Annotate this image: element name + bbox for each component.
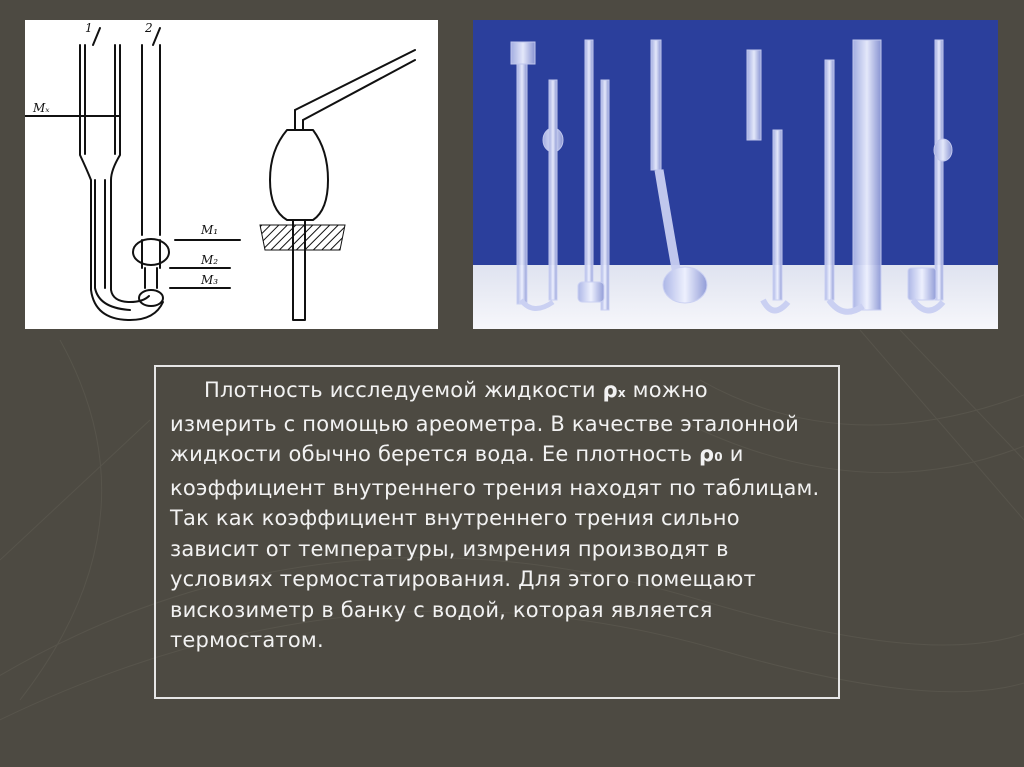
label-m1: M₁ [201,223,219,237]
label-2: 2 [145,21,153,35]
text-part-3: и коэффициент внутреннего трения находят по таблицам. Так как коэффициент внутреннего трения сильно зависит от температуры, измрения производят в условиях термостатирования. Для этого помещают вискозиметр в банку с водой, которая является термостатом. [170,442,820,652]
rho-subscript-0: 0 [714,450,723,464]
rho-subscript-x: x [617,386,626,400]
rho-symbol-x: ρ [602,378,618,402]
text-frame [154,365,840,699]
label-m2: M₂ [201,253,219,267]
label-mx: Mₓ [33,101,50,115]
viscometers-photo [473,20,998,329]
viscometer-diagram [25,20,438,329]
text-part-1: Плотность исследуемой жидкости [204,378,603,402]
label-m3: M₃ [201,273,219,287]
text-part-2: можно измерить с помощью ареометра. В качестве эталонной жидкости обычно берется вода. Ее плотность [170,378,799,466]
label-1: 1 [85,21,93,35]
body-paragraph [170,375,820,656]
rho-symbol-0: ρ [699,442,715,466]
